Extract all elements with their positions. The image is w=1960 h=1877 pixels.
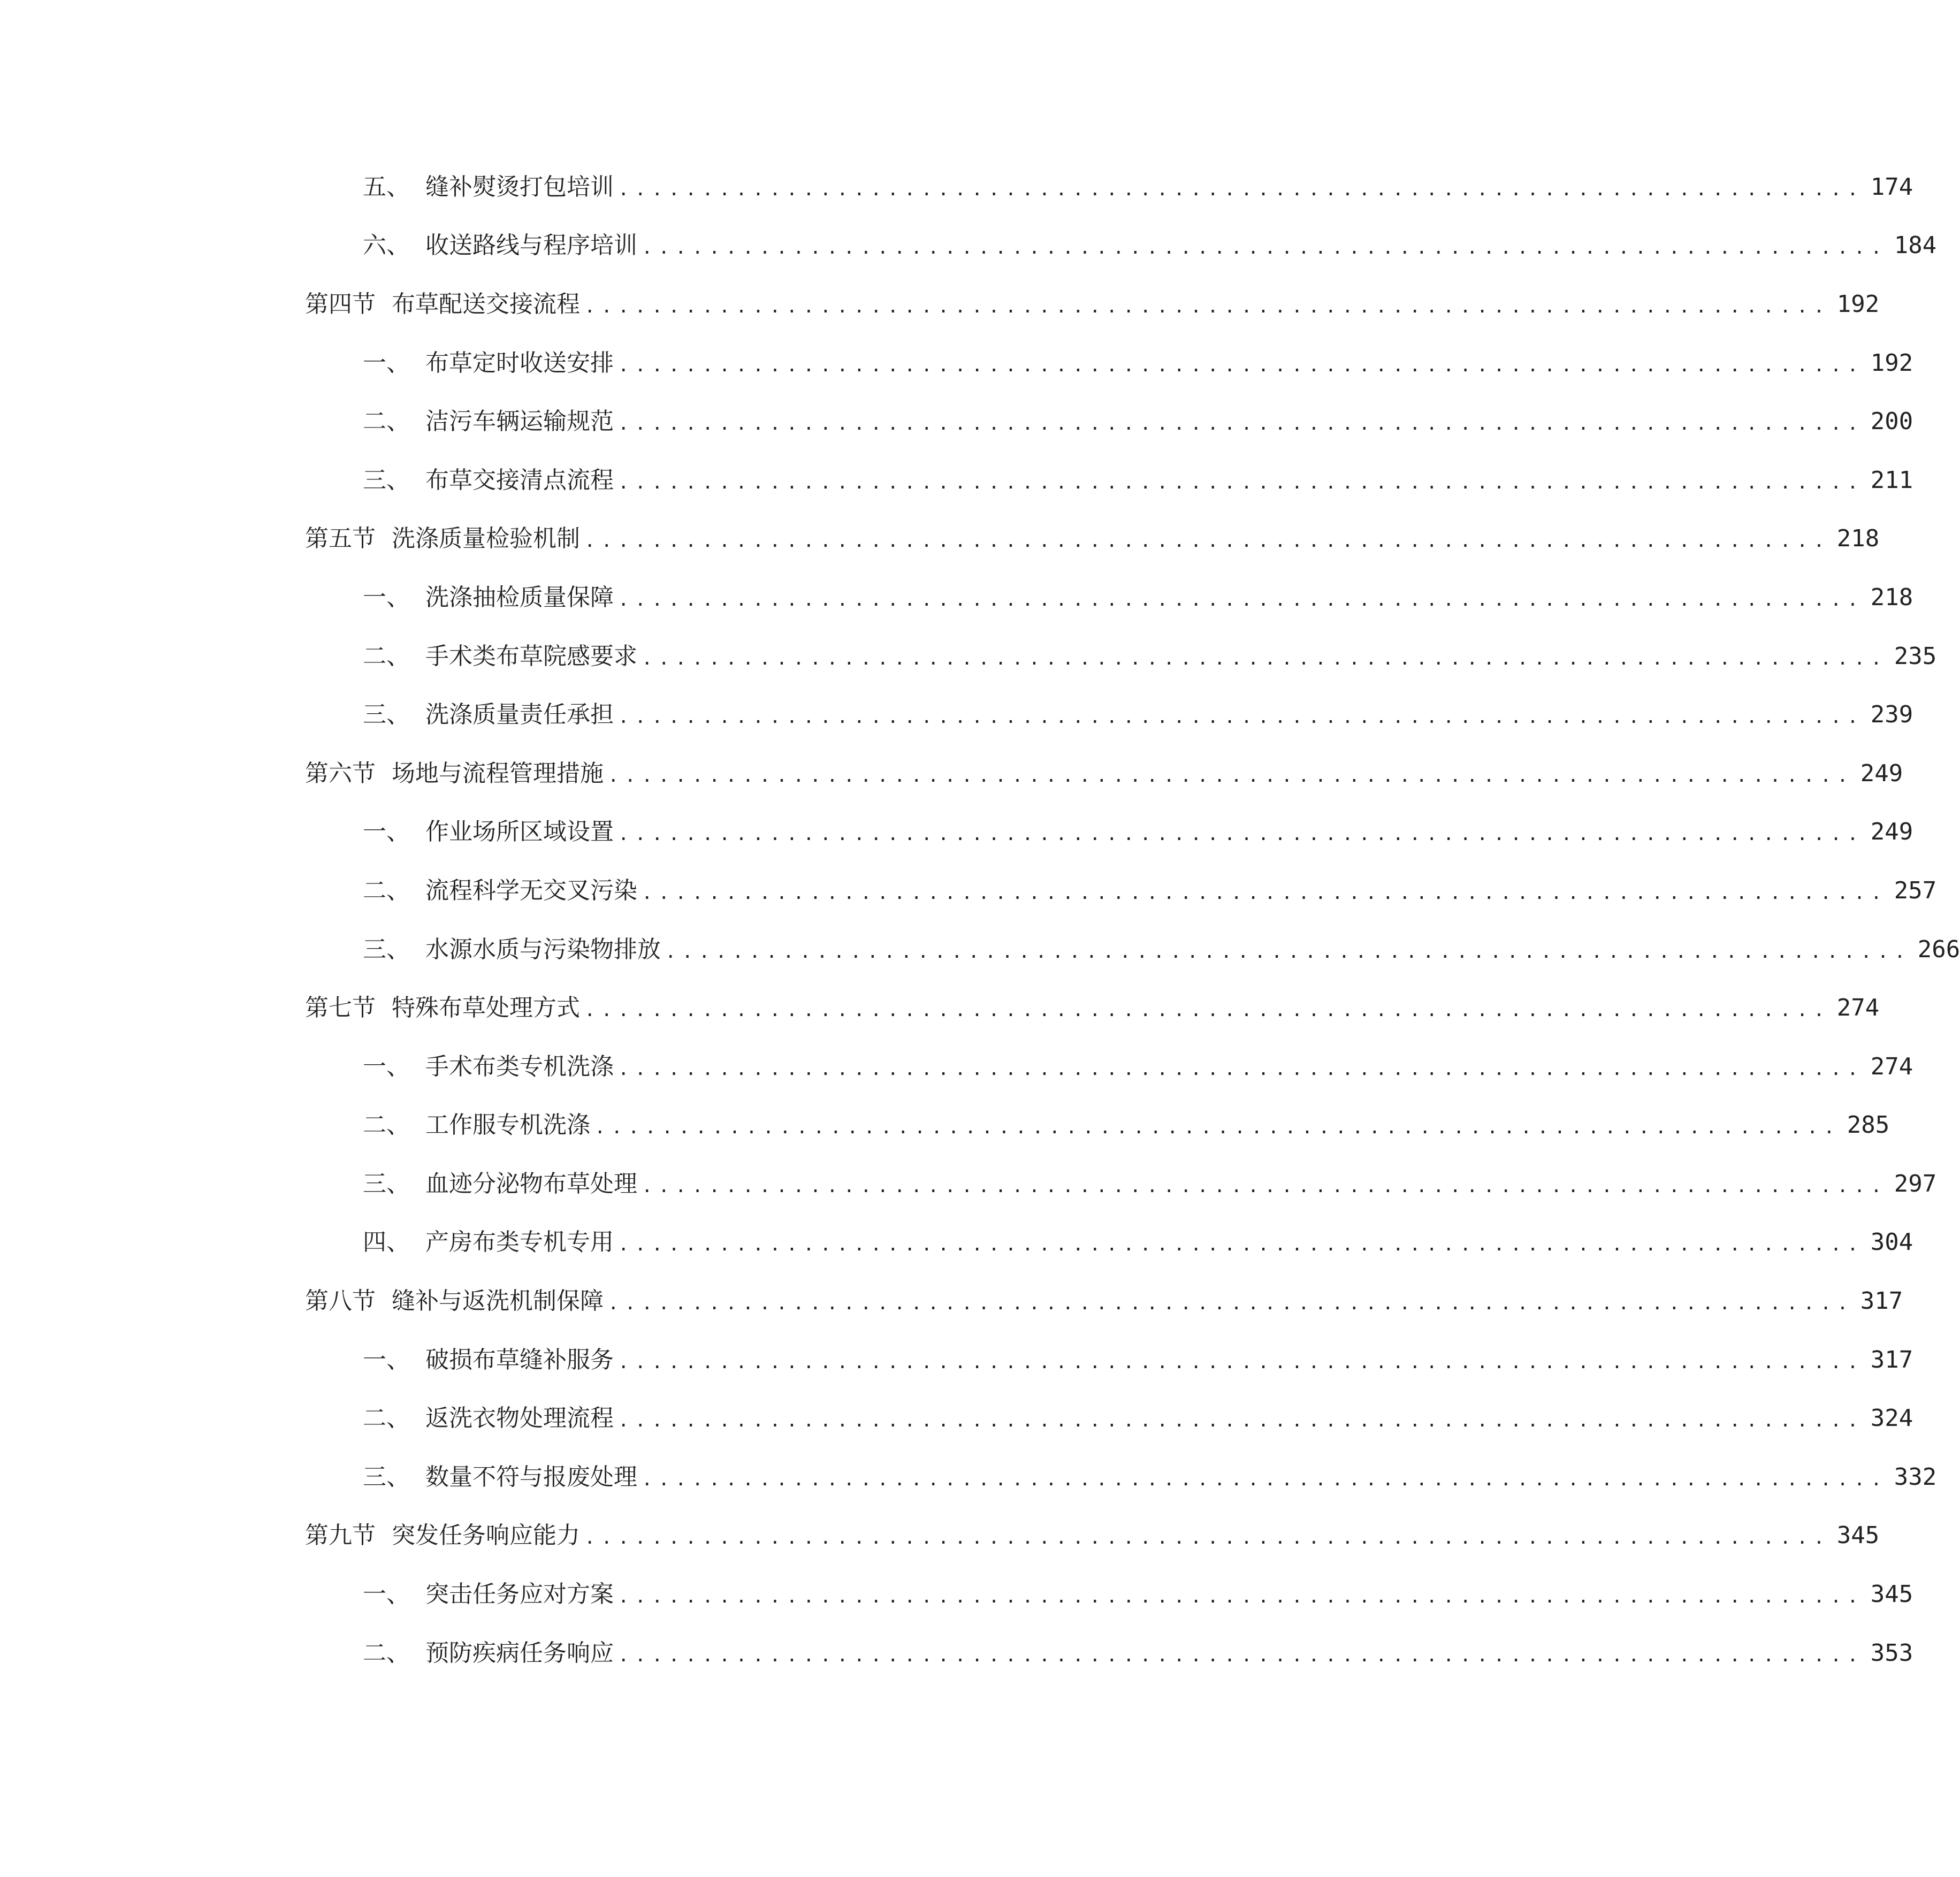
- toc-entry-page: 353: [1870, 1639, 1913, 1667]
- toc-entry-page: 317: [1860, 1287, 1903, 1315]
- toc-section-entry[interactable]: [305, 1272, 1903, 1331]
- toc-section-number: 第四节: [305, 290, 376, 318]
- toc-entry[interactable]: [305, 1565, 1913, 1624]
- toc-section-title: 洗涤质量检验机制: [392, 525, 580, 553]
- toc-section-title: 缝补与返洗机制保障: [392, 1287, 604, 1315]
- toc-entry-number: 一、: [363, 1052, 410, 1080]
- toc-entry-number: 三、: [363, 935, 410, 963]
- toc-leader-dots: ..........................................................................: [584, 295, 1831, 317]
- toc-entry-page: 332: [1894, 1463, 1937, 1491]
- toc-entry-number: 三、: [363, 1463, 410, 1491]
- toc-entry-page: 192: [1870, 349, 1913, 377]
- toc-entry[interactable]: [305, 451, 1913, 510]
- toc-entry[interactable]: [305, 1331, 1913, 1390]
- toc-entry[interactable]: [305, 568, 1913, 627]
- toc-entry-title: 洗涤抽检质量保障: [425, 583, 614, 611]
- toc-entry-title: 返洗衣物处理流程: [425, 1405, 614, 1432]
- toc-leader-dots: ..........................................................................: [618, 1351, 1864, 1373]
- toc-entry-title: 流程科学无交叉污染: [425, 876, 637, 904]
- toc-entry[interactable]: [305, 1037, 1913, 1096]
- toc-leader-dots: ..........................................................................: [584, 999, 1831, 1021]
- toc-section-number: 第五节: [305, 525, 376, 553]
- toc-entry-title: 手术类布草院感要求: [425, 642, 637, 670]
- toc-entry[interactable]: [305, 627, 1937, 686]
- toc-section-title: 特殊布草处理方式: [392, 994, 580, 1022]
- toc-entry-page: 324: [1870, 1405, 1913, 1432]
- toc-leader-dots: ..........................................................................: [584, 1527, 1831, 1549]
- toc-leader-dots: ..........................................................................: [618, 1644, 1864, 1666]
- toc-section-entry[interactable]: [305, 510, 1880, 569]
- toc-entry-title: 预防疾病任务响应: [425, 1639, 614, 1667]
- toc-entry-title: 手术布类专机洗涤: [425, 1052, 614, 1080]
- toc-section-number: 第九节: [305, 1522, 376, 1550]
- toc-entry-title: 布草定时收送安排: [425, 349, 614, 377]
- toc-entry-number: 三、: [363, 1170, 410, 1197]
- toc-leader-dots: ..........................................................................: [618, 413, 1864, 435]
- toc-entry-title: 破损布草缝补服务: [425, 1346, 614, 1374]
- toc-entry-page: 304: [1870, 1229, 1913, 1256]
- toc-entry-title: 收送路线与程序培训: [425, 232, 637, 260]
- toc-entry[interactable]: [305, 920, 1960, 979]
- toc-section-title: 场地与流程管理措施: [392, 759, 604, 787]
- toc-entry-page: 274: [1836, 994, 1880, 1022]
- toc-section-number: 第八节: [305, 1287, 376, 1315]
- toc-entry-number: 二、: [363, 1405, 410, 1432]
- toc-entry-title: 血迹分泌物布草处理: [425, 1170, 637, 1197]
- toc-entry-page: 211: [1870, 466, 1913, 494]
- toc-entry[interactable]: [305, 1448, 1937, 1507]
- toc-entry-page: 274: [1870, 1052, 1913, 1080]
- toc-entry-number: 六、: [363, 232, 410, 260]
- toc-entry[interactable]: [305, 1096, 1890, 1155]
- toc-leader-dots: ..........................................................................: [618, 178, 1864, 200]
- toc-leader-dots: ..........................................................................: [642, 1468, 1888, 1490]
- toc-leader-dots: ..........................................................................: [642, 237, 1888, 259]
- toc-leader-dots: ..........................................................................: [618, 823, 1864, 845]
- toc-section-title: 突发任务响应能力: [392, 1522, 580, 1550]
- toc-leader-dots: ..........................................................................: [608, 1293, 1854, 1315]
- toc-entry-title: 作业场所区域设置: [425, 818, 614, 846]
- toc-entry-page: 239: [1870, 701, 1913, 729]
- toc-entry-number: 二、: [363, 408, 410, 436]
- toc-entry[interactable]: [305, 1155, 1937, 1214]
- toc-entry-title: 水源水质与污染物排放: [425, 935, 661, 963]
- toc-entry-title: 数量不符与报废处理: [425, 1463, 637, 1491]
- toc-leader-dots: ..........................................................................: [665, 941, 1911, 963]
- toc-leader-dots: ..........................................................................: [608, 765, 1854, 787]
- toc-entry[interactable]: [305, 861, 1937, 920]
- toc-entry-page: 297: [1894, 1170, 1937, 1197]
- toc-entry-number: 二、: [363, 876, 410, 904]
- toc-entry[interactable]: [305, 1624, 1913, 1683]
- toc-entry[interactable]: [305, 217, 1937, 276]
- toc-entry-number: 一、: [363, 818, 410, 846]
- table-of-contents: [305, 158, 1960, 1682]
- toc-entry-page: 235: [1894, 642, 1937, 670]
- toc-entry-number: 五、: [363, 173, 410, 201]
- toc-entry-number: 三、: [363, 701, 410, 729]
- toc-entry-number: 一、: [363, 1346, 410, 1374]
- toc-entry-number: 一、: [363, 1581, 410, 1608]
- toc-entry[interactable]: [305, 158, 1913, 217]
- toc-leader-dots: ..........................................................................: [618, 1410, 1864, 1432]
- toc-leader-dots: ..........................................................................: [618, 1586, 1864, 1608]
- toc-entry-number: 一、: [363, 583, 410, 611]
- toc-section-entry[interactable]: [305, 1507, 1880, 1566]
- toc-leader-dots: ..........................................................................: [618, 1234, 1864, 1256]
- toc-leader-dots: ..........................................................................: [642, 1175, 1888, 1197]
- toc-entry[interactable]: [305, 803, 1913, 862]
- toc-entry-number: 二、: [363, 642, 410, 670]
- toc-leader-dots: ..........................................................................: [594, 1117, 1841, 1139]
- toc-entry-number: 二、: [363, 1639, 410, 1667]
- toc-entry[interactable]: [305, 334, 1913, 393]
- toc-entry-page: 266: [1917, 935, 1960, 963]
- toc-entry-title: 突击任务应对方案: [425, 1581, 614, 1608]
- toc-entry-page: 192: [1836, 290, 1880, 318]
- toc-entry-number: 一、: [363, 349, 410, 377]
- toc-leader-dots: ..........................................................................: [618, 1058, 1864, 1080]
- toc-entry-number: 三、: [363, 466, 410, 494]
- toc-leader-dots: ..........................................................................: [642, 647, 1888, 669]
- toc-entry-title: 洁污车辆运输规范: [425, 408, 614, 436]
- toc-leader-dots: ..........................................................................: [642, 882, 1888, 904]
- toc-entry-page: 218: [1836, 525, 1880, 553]
- toc-entry-title: 布草交接清点流程: [425, 466, 614, 494]
- toc-entry[interactable]: [305, 1389, 1913, 1448]
- toc-entry-page: 285: [1847, 1111, 1890, 1139]
- toc-entry-page: 345: [1836, 1522, 1880, 1550]
- toc-leader-dots: ..........................................................................: [618, 354, 1864, 376]
- toc-entry-page: 200: [1870, 408, 1913, 436]
- toc-entry-title: 洗涤质量责任承担: [425, 701, 614, 729]
- toc-entry-page: 174: [1870, 173, 1913, 201]
- toc-entry-title: 工作服专机洗涤: [425, 1111, 590, 1139]
- toc-leader-dots: ..........................................................................: [618, 471, 1864, 493]
- toc-entry-number: 二、: [363, 1111, 410, 1139]
- toc-entry-page: 249: [1870, 818, 1913, 846]
- toc-entry-page: 249: [1860, 759, 1903, 787]
- toc-section-number: 第六节: [305, 759, 376, 787]
- toc-section-number: 第七节: [305, 994, 376, 1022]
- toc-entry-number: 四、: [363, 1229, 410, 1256]
- toc-entry[interactable]: [305, 685, 1913, 744]
- toc-entry-page: 218: [1870, 583, 1913, 611]
- toc-entry-title: 产房布类专机专用: [425, 1229, 614, 1256]
- toc-section-title: 布草配送交接流程: [392, 290, 580, 318]
- toc-entry-page: 257: [1894, 876, 1937, 904]
- toc-entry[interactable]: [305, 392, 1913, 451]
- toc-leader-dots: ..........................................................................: [618, 706, 1864, 728]
- toc-entry[interactable]: [305, 1214, 1913, 1272]
- toc-entry-page: 345: [1870, 1581, 1913, 1608]
- toc-entry-page: 317: [1870, 1346, 1913, 1374]
- toc-leader-dots: ..........................................................................: [618, 589, 1864, 611]
- toc-section-entry[interactable]: [305, 275, 1880, 334]
- toc-entry-page: 184: [1894, 232, 1937, 260]
- toc-section-entry[interactable]: [305, 979, 1880, 1037]
- toc-entry-title: 缝补熨烫打包培训: [425, 173, 614, 201]
- toc-section-entry[interactable]: [305, 744, 1903, 803]
- toc-leader-dots: ..........................................................................: [584, 530, 1831, 552]
